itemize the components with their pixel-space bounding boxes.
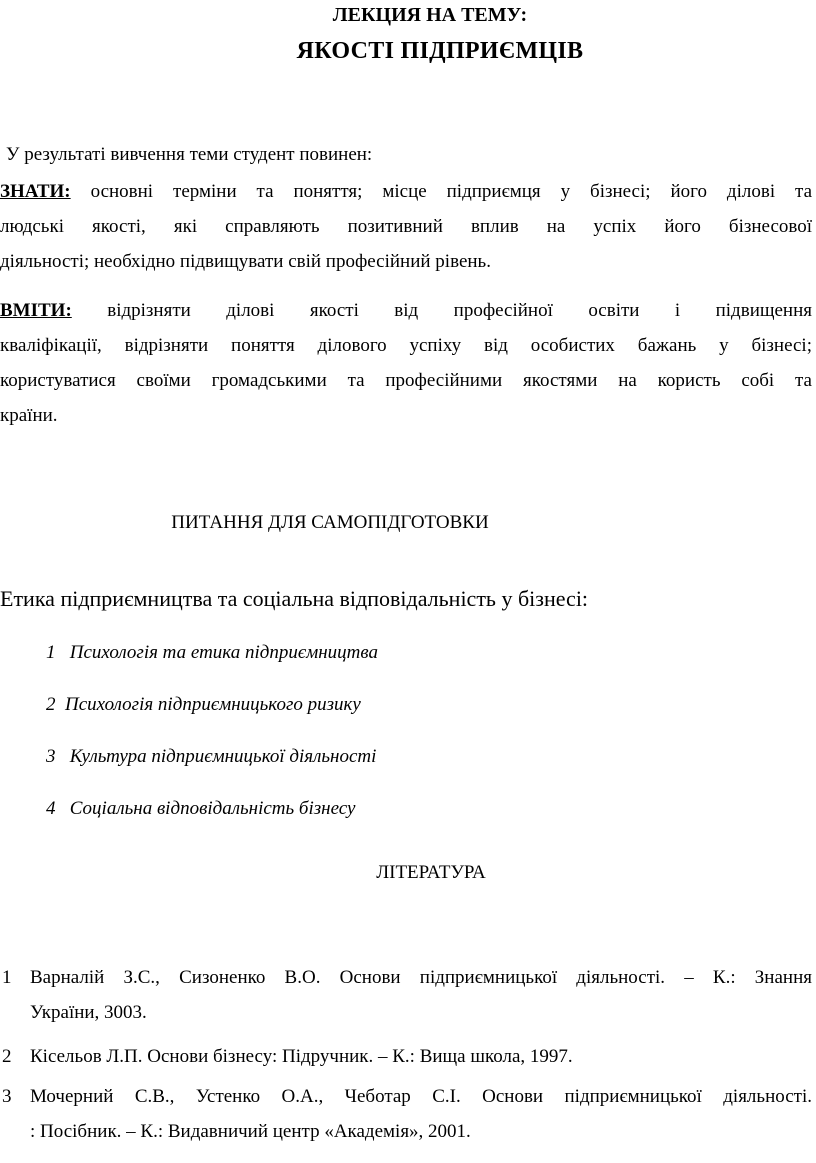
know-paragraph (0, 174, 812, 279)
question-text: Культура підприємницької діяльності (69, 746, 377, 767)
topic-title: ЯКОСТІ ПІДПРИЄМЦІВ (296, 38, 584, 64)
self-study-heading: ПИТАННЯ ДЛЯ САМОПІДГОТОВКИ (171, 512, 489, 533)
reference-item (0, 1079, 812, 1149)
reference-line: : Посібник. – К.: Видавничий центр «Академія», 2001. (30, 1121, 471, 1142)
reference-number: 1 (2, 967, 12, 988)
able-paragraph (0, 293, 812, 433)
able-text-1: відрізняти ділові якості від професійної освіти і підвищення (107, 300, 813, 321)
question-text: Психологія та етика підприємництва (69, 642, 379, 663)
question-item (46, 694, 361, 716)
reference-item (0, 960, 812, 1030)
able-line-1 (0, 293, 812, 328)
lecture-label: ЛЕКЦИЯ НА ТЕМУ: (332, 4, 528, 26)
know-text-1: основні терміни та поняття; місце підприємця у бізнесі; його ділові та (90, 181, 813, 202)
question-item (46, 642, 378, 664)
know-line-3: діяльності; необхідно підвищувати свій професійний рівень. (0, 251, 491, 272)
question-text: Соціальна відповідальність бізнесу (69, 798, 356, 819)
reference-number: 3 (2, 1086, 12, 1107)
self-study-topic: Етика підприємництва та соціальна відповідальність у бізнесі: (0, 586, 589, 611)
reference-line: України, 3003. (30, 1002, 147, 1023)
able-label: ВМІТИ: (0, 300, 72, 321)
reference-number: 2 (2, 1046, 12, 1067)
literature-heading: ЛІТЕРАТУРА (376, 862, 486, 883)
know-line-1 (0, 174, 812, 209)
question-number: 2 (46, 694, 56, 715)
know-label: ЗНАТИ: (0, 181, 71, 202)
reference-item (0, 1039, 812, 1074)
reference-line: Мочерний С.В., Устенко О.А., Чеботар С.І. Основи підприємницької діяльності. (30, 1086, 812, 1107)
able-line-2: кваліфікації, відрізняти поняття ділового успіху від особистих бажань у бізнесі; (0, 335, 812, 356)
question-text: Психологія підприємницького ризику (65, 694, 361, 715)
reference-line: Варналій З.С., Сизоненко В.О. Основи підприємницької діяльності. – К.: Знання (30, 967, 812, 988)
question-item (46, 798, 356, 820)
question-number: 4 (46, 798, 56, 819)
reference-line: Кісельов Л.П. Основи бізнесу: Підручник. – К.: Вища школа, 1997. (30, 1046, 573, 1067)
able-line-4: країни. (0, 405, 58, 426)
question-item (46, 746, 376, 768)
question-number: 3 (46, 746, 56, 767)
objectives-intro: У результаті вивчення теми студент повинен: (6, 144, 373, 165)
able-line-3: користуватися своїми громадськими та професійними якостями на користь собі та (0, 370, 812, 391)
question-number: 1 (46, 642, 56, 663)
know-line-2: людські якості, які справляють позитивний вплив на успіх його бізнесової (0, 216, 812, 237)
